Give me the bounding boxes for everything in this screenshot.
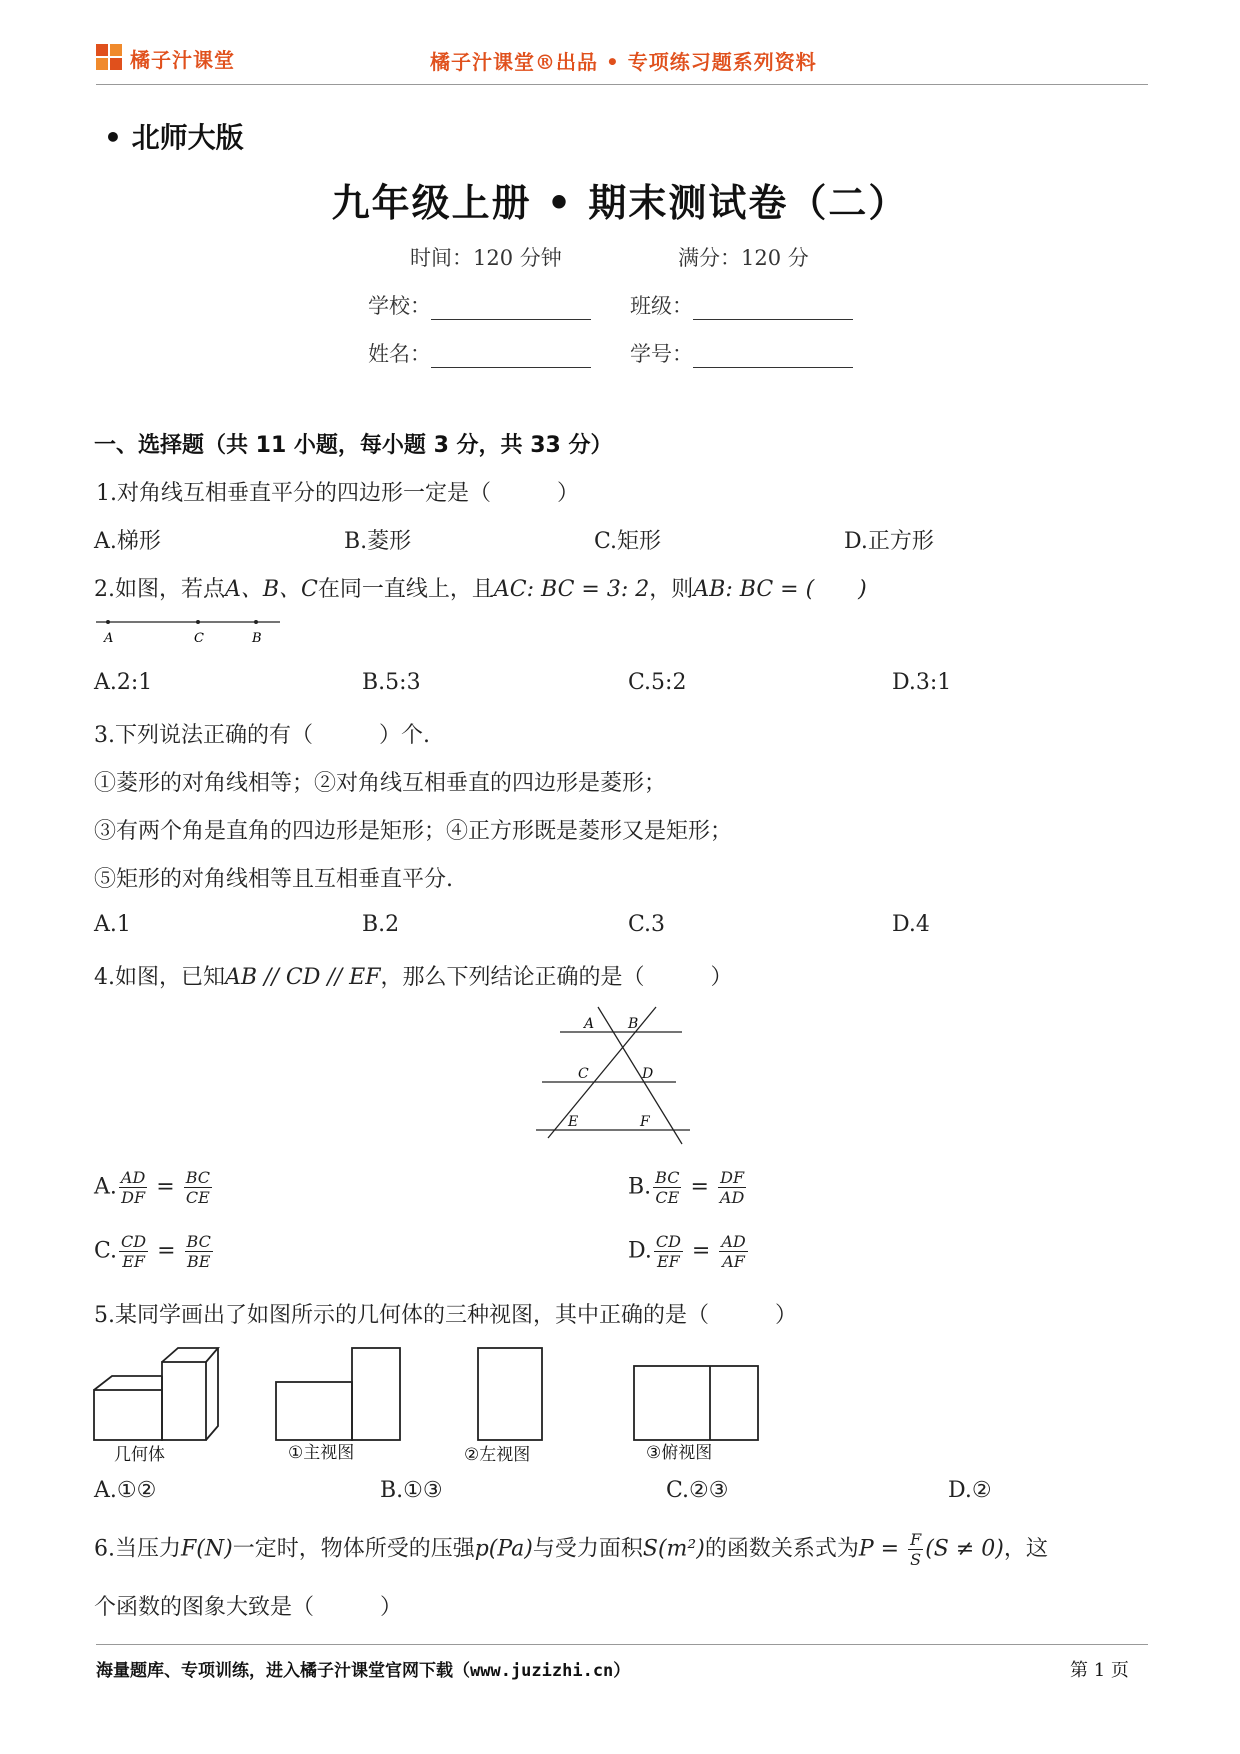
q4-label-a: A [584, 1016, 595, 1032]
q3-statement-3: ⑤矩形的对角线相等且互相垂直平分. [94, 867, 453, 892]
footer-divider [96, 1644, 1148, 1645]
q3-option-d: D.4 [892, 912, 930, 937]
q3-stem: 3.下列说法正确的有（ ）个. [94, 723, 430, 748]
q5-stem: 5.某同学画出了如图所示的几何体的三种视图，其中正确的是（ ） [94, 1303, 797, 1328]
q5-label-side-view: ②左视图 [464, 1445, 531, 1462]
footer-text: 海量题库、专项训练，进入橘子汁课堂官网下载（www.juzizhi.cn） [96, 1661, 631, 1681]
header-divider [96, 84, 1148, 85]
exam-score: 满分：120 分 [678, 246, 809, 270]
q4-stem: 4.如图，已知AB // CD // EF，那么下列结论正确的是（ ） [94, 965, 733, 990]
q4-parallel-lines-figure [532, 1002, 704, 1150]
school-field[interactable] [368, 290, 591, 320]
q6-stem-line2: 个函数的图象大致是（ ） [94, 1595, 403, 1620]
q5-option-c: C.②③ [666, 1478, 729, 1503]
edition-label: • 北师大版 [104, 121, 244, 154]
section-heading: 一、选择题（共 11 小题，每小题 3 分，共 33 分） [94, 433, 613, 458]
q6-stem: 6.当压力F(N)一定时，物体所受的压强p(Pa)与受力面积S(m²)的函数关系式为P = $\frac{F}{S}$ (S ≠ 0)，这 [94, 1530, 1048, 1569]
q4-option-c: C. $\frac{CD}{EF}$ = $\frac{BC}{BE}$ [94, 1232, 211, 1271]
q1-option-a: A.梯形 [94, 529, 161, 554]
q2-stem: 2.如图，若点A、B、C在同一直线上，且AC: BC = 3: 2，则AB: BC = ( ) [94, 577, 867, 602]
q5-label-solid: 几何体 [114, 1445, 165, 1462]
brand-logo-icon [96, 44, 124, 72]
q3-option-a: A.1 [94, 912, 131, 937]
q5-label-front-view: ①主视图 [288, 1443, 355, 1462]
q3-option-b: B.2 [362, 912, 400, 937]
id-field[interactable] [630, 338, 853, 368]
q4-label-c: C [578, 1066, 589, 1082]
q2-option-b: B.5:3 [362, 670, 421, 695]
q5-option-b: B.①③ [380, 1478, 443, 1503]
q2-line-figure [94, 612, 284, 648]
q2-point-c: C [194, 631, 204, 646]
q4-label-b: B [628, 1016, 639, 1032]
q5-label-top-view: ③俯视图 [646, 1443, 713, 1462]
q4-label-d: D [642, 1066, 654, 1082]
class-blank[interactable] [693, 299, 853, 320]
class-label: 班级： [630, 294, 693, 318]
q2-option-c: C.5:2 [628, 670, 687, 695]
q2-point-b: B [252, 631, 262, 646]
q2-option-a: A.2:1 [94, 670, 153, 695]
q1-option-d: D.正方形 [844, 529, 934, 554]
q4-option-a: A. $\frac{AD}{DF}$ = $\frac{BC}{CE}$ [94, 1168, 210, 1207]
brand-name: 橘子汁课堂 [130, 48, 235, 72]
q1-option-c: C.矩形 [594, 529, 662, 554]
q4-option-d: D. $\frac{CD}{EF}$ = $\frac{AD}{AF}$ [628, 1232, 746, 1271]
page-title: 九年级上册 • 期末测试卷（二） [331, 180, 909, 225]
q3-statement-1: ①菱形的对角线相等；②对角线互相垂直的四边形是菱形； [94, 771, 667, 796]
name-field[interactable] [368, 338, 591, 368]
name-blank[interactable] [431, 347, 591, 368]
q4-label-f: F [640, 1114, 650, 1130]
q4-option-b: B. $\frac{BC}{CE}$ = $\frac{DF}{AD}$ [628, 1168, 745, 1207]
page-number: 第 1 页 [1070, 1660, 1129, 1681]
school-label: 学校： [368, 294, 431, 318]
q3-option-c: C.3 [628, 912, 666, 937]
school-blank[interactable] [431, 299, 591, 320]
q5-option-d: D.② [948, 1478, 992, 1503]
q5-three-views-figure [92, 1342, 772, 1462]
exam-time: 时间：120 分钟 [410, 246, 562, 270]
q5-option-a: A.①② [94, 1478, 157, 1503]
q2-option-d: D.3:1 [892, 670, 952, 695]
q4-label-e: E [568, 1114, 579, 1130]
class-field[interactable] [630, 290, 853, 320]
header-title: 橘子汁课堂®出品 • 专项练习题系列资料 [430, 50, 817, 74]
q1-option-b: B.菱形 [344, 529, 412, 554]
id-blank[interactable] [693, 347, 853, 368]
q1-stem: 1.对角线互相垂直平分的四边形一定是（ ） [96, 481, 579, 506]
id-label: 学号： [630, 342, 693, 366]
name-label: 姓名： [368, 342, 431, 366]
q2-point-a: A [104, 631, 114, 646]
q3-statement-2: ③有两个角是直角的四边形是矩形；④正方形既是菱形又是矩形； [94, 819, 733, 844]
